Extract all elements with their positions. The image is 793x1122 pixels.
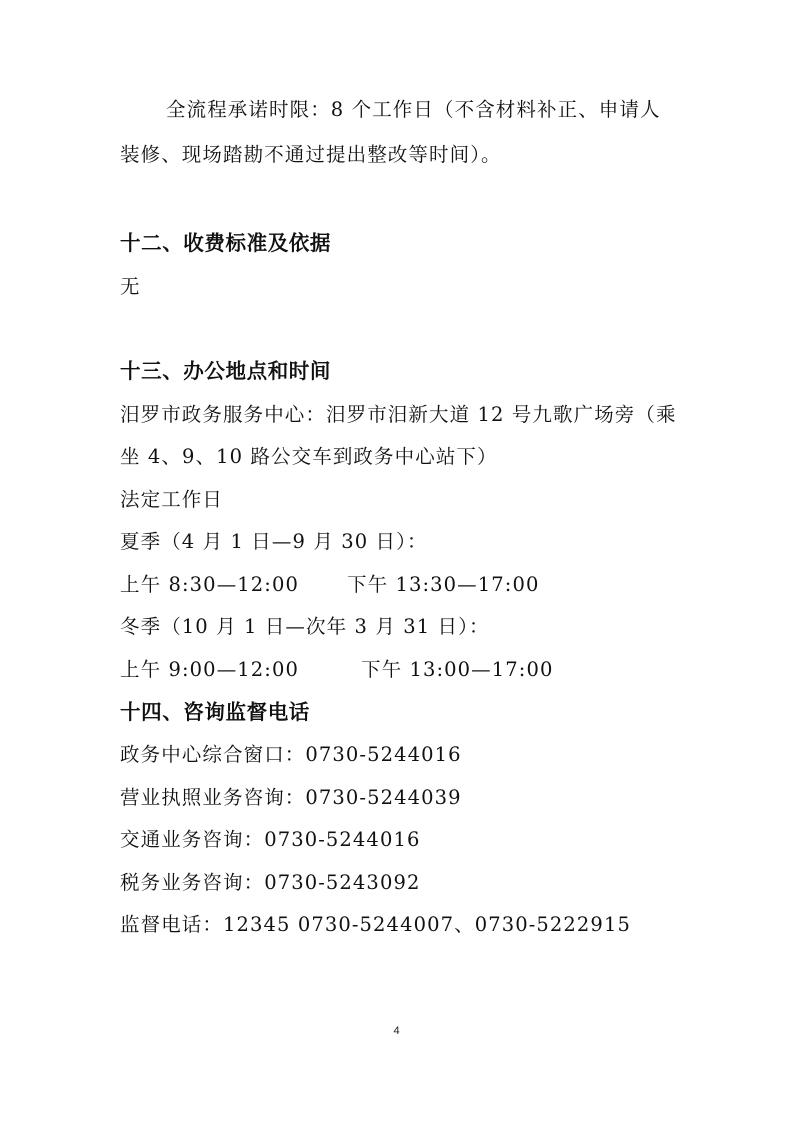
office-address-line-1: 汨罗市政务服务中心：汨罗市汨新大道 12 号九歌广场旁（乘: [120, 403, 677, 426]
office-address-line-2: 坐 4、9、10 路公交车到政务中心站下）: [120, 445, 498, 468]
section-14-heading: 十四、咨询监督电话: [120, 700, 310, 724]
commitment-line-2: 装修、现场踏勘不通过提出整改等时间）。: [120, 143, 502, 166]
summer-afternoon-hours: 下午 13:30—17:00: [346, 573, 540, 596]
section-12-text: 无: [120, 275, 141, 298]
summer-morning-hours: 上午 8:30—12:00: [120, 573, 299, 596]
page-number: 4: [393, 1025, 400, 1037]
winter-schedule-label: 冬季（10 月 1 日—次年 3 月 31 日）：: [120, 615, 490, 638]
phone-line: 税务业务咨询：0730-5243092: [120, 871, 421, 894]
winter-hours: [120, 657, 553, 683]
summer-hours: [120, 572, 539, 598]
phone-line: 交通业务咨询：0730-5244016: [120, 828, 421, 851]
section-12-heading: 十二、收费标准及依据: [120, 231, 331, 255]
phone-line: 营业执照业务咨询：0730-5244039: [120, 786, 462, 809]
winter-afternoon-hours: 下午 13:00—17:00: [360, 658, 554, 681]
commitment-line-1: 全流程承诺时限：8 个工作日（不含材料补正、申请人: [166, 98, 661, 121]
workday-label: 法定工作日: [120, 488, 224, 511]
phone-line: 政务中心综合窗口：0730-5244016: [120, 743, 462, 766]
phone-line: 监督电话：12345 0730-5244007、0730-5222915: [120, 913, 631, 936]
winter-morning-hours: 上午 9:00—12:00: [120, 658, 299, 681]
summer-schedule-label: 夏季（4 月 1 日—9 月 30 日）：: [120, 530, 428, 553]
section-13-heading: 十三、办公地点和时间: [120, 359, 331, 383]
